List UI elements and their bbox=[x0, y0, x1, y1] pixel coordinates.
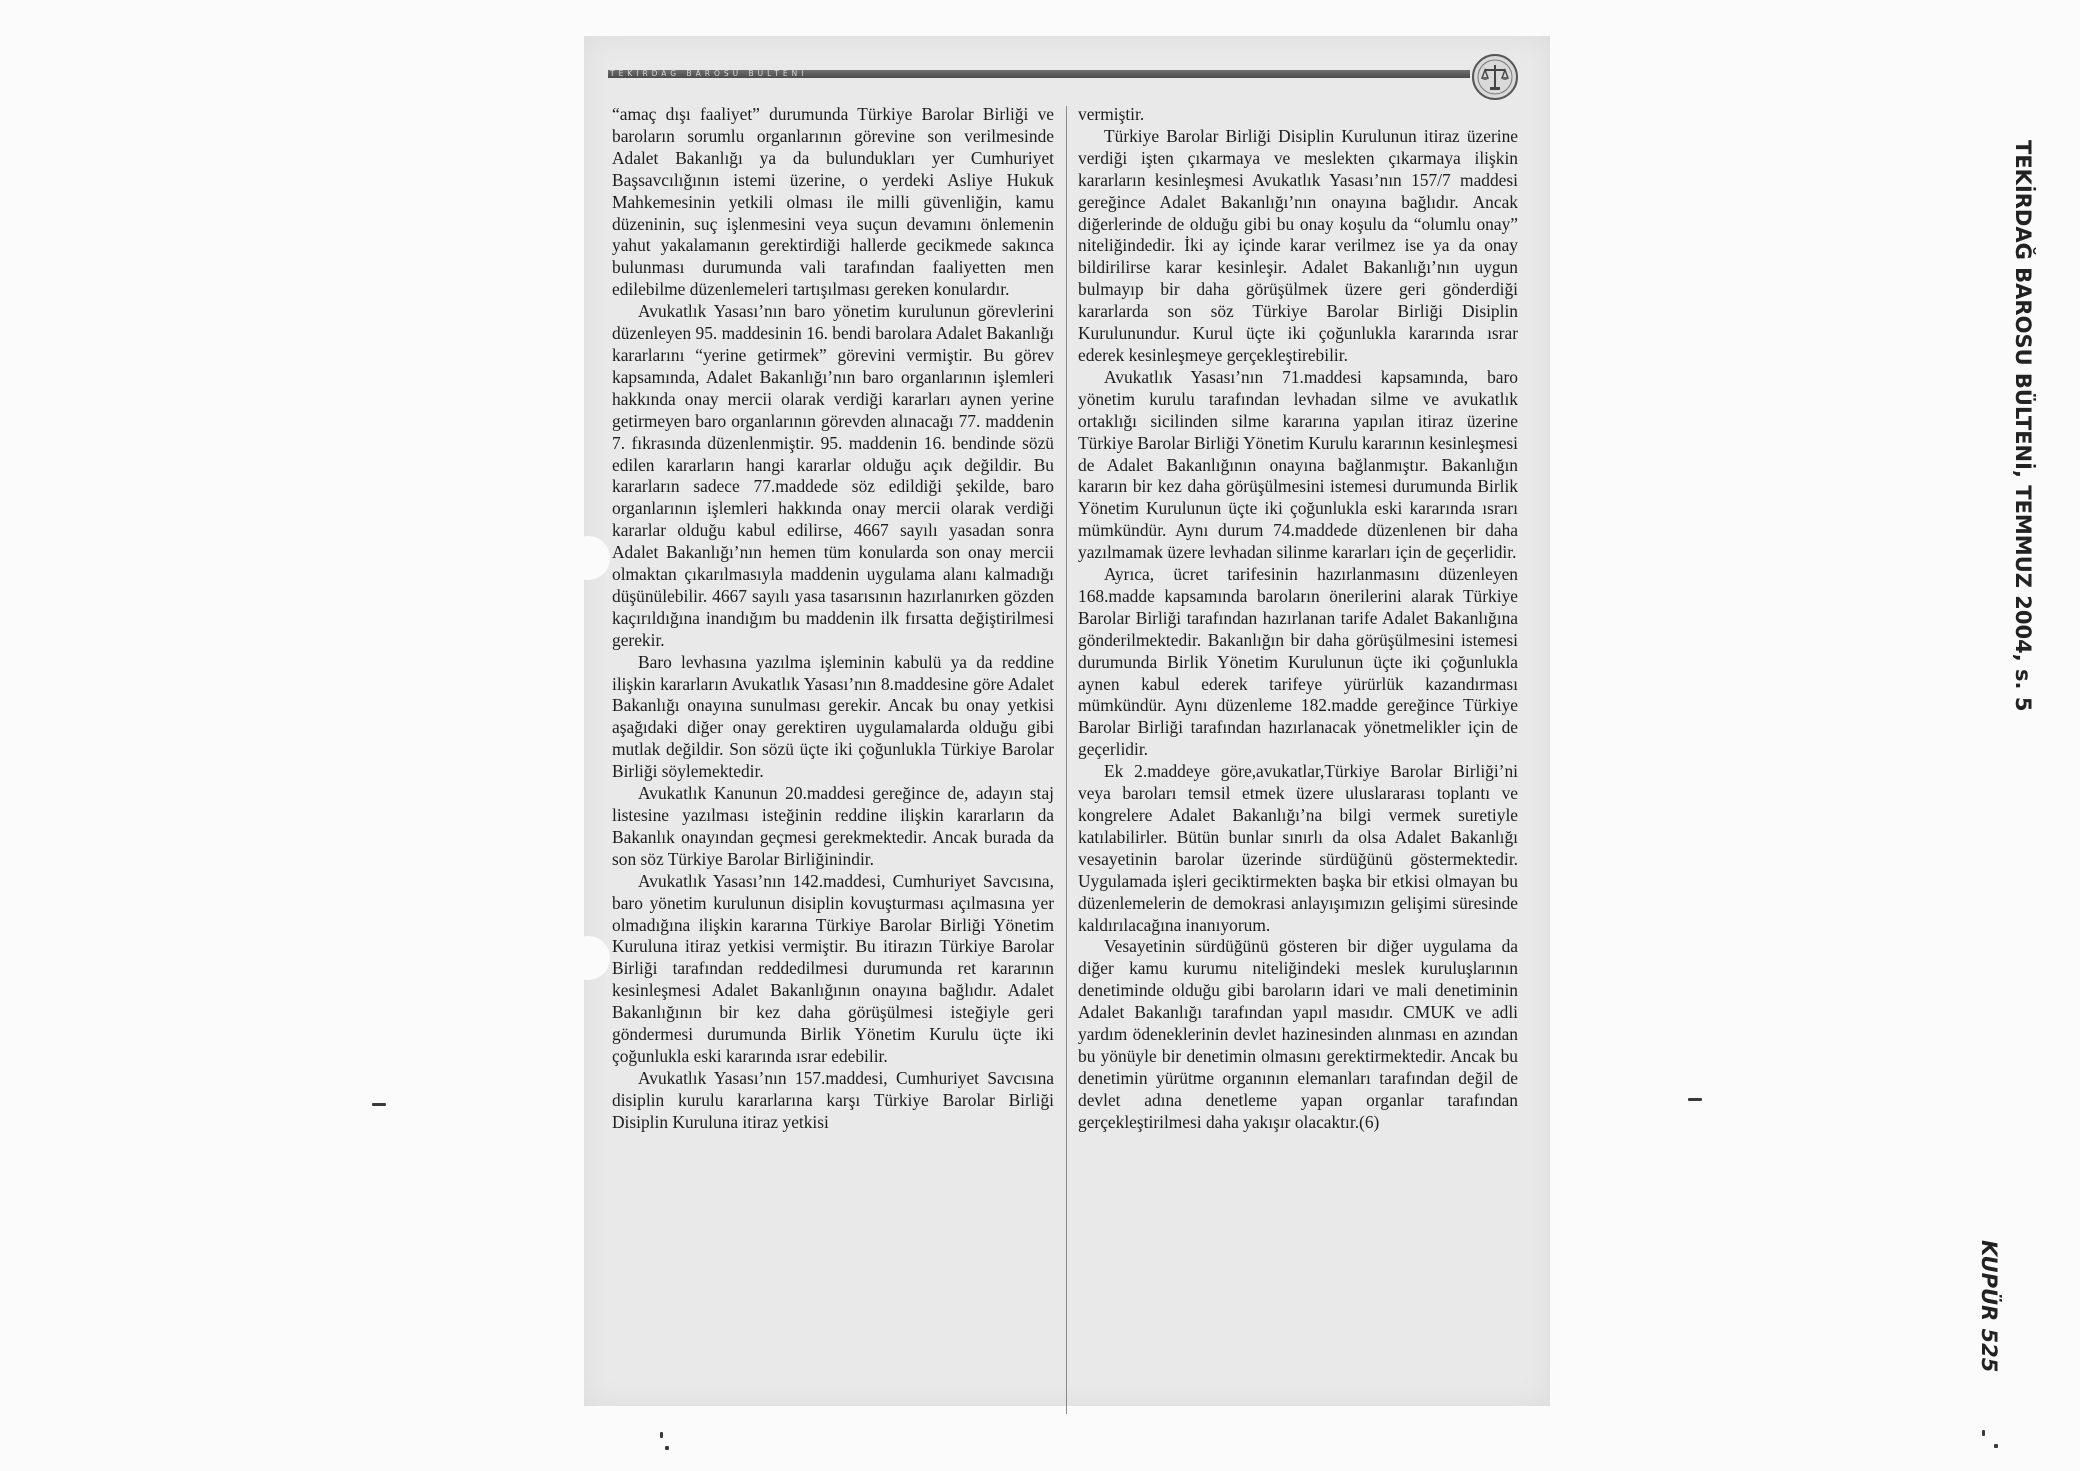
paragraph: Baro levhasına yazılma işleminin kabulü ya da reddine ilişkin kararların Avukatlık Yasası’nın 8.maddesine göre Adalet Bakanlığı onayına sunulması gerekir. Ancak bu onay yetkisi aşağıdaki diğer onay gerektiren uygulamalarda olduğu gibi mutlak değildir. Son sözü üçte iki çoğunlukla Türkiye Barolar Birliği söylemektedir. bbox=[612, 651, 1054, 782]
paragraph: Avukatlık Yasası’nın baro yönetim kurulunun görevlerini düzenleyen 95. maddesinin 16. bendi barolara Adalet Bakanlığı kararlarını “yerine getirmek” görevini vermiştir. Bu görev kapsamında, Adalet Bakanlığı’nın baro organlarının işlemleri hakkında onay mercii olarak verdiği kararları aynen yerine getirmeyen baro organlarının görevden alınacağı 77. maddenin 7. fıkrasında düzenlenmiştir. 95. maddenin 16. bendinde sözü edilen kararların hangi kararlar olduğu açık değildir. Bu kararların sadece 77.maddede söz edildiği şekilde, baro organlarının işlemleri hakkında onay mercii olarak verdiği kararlar olduğu kabul edilirse, 4667 sayılı yasadan sonra Adalet Bakanlığı’nın hemen tüm konularda son onay mercii olmaktan çıkarılmasıyla maddenin uygulama alanı kalmadığı düşünülebilir. 4667 sayılı yasa tasarısının hazırlanırken gözden kaçırıldığına inandığım bu maddenin ilk fırsatta değiştirilmesi gerekir. bbox=[612, 301, 1054, 650]
scan-speck bbox=[1688, 1098, 1702, 1101]
header-band-text: TEKİRDAĞ BAROSU BÜLTENİ bbox=[610, 69, 808, 78]
paragraph: Ayrıca, ücret tarifesinin hazırlanmasını düzenleyen 168.madde kapsamında baroların önerilerini alarak Türkiye Barolar Birliği tarafından hazırlanan tarife Adalet Bakanlığına gönderilmektedir. Bakanlığın bir daha görüşülmesini istemesi durumunda Birlik Yönetim Kurulunun üçte iki çoğunlukla aynen kabul ederek tarifeye yürürlük kazandırması mümkündür. Aynı düzenleme 182.madde gereğince Türkiye Barolar Birliği tarafından hazırlanacak yönetmelikler için de geçerlidir. bbox=[1078, 564, 1518, 760]
paragraph: Avukatlık Yasası’nın 142.maddesi, Cumhuriyet Savcısına, baro yönetim kurulunun disiplin kovuşturması açılmasına yer olmadığına ilişkin kararına Türkiye Barolar Birliği Yönetim Kuruluna itiraz yetkisi vermiştir. Bu itirazın Türkiye Barolar Birliği tarafından reddedilmesi durumunda ret kararının kesinleşmesi Adalet Bakanlığının onayına bağlıdır. Adalet Bakanlığının bir kez daha görüşülmesi isteğiyle geri göndermesi durumunda Birlik Yönetim Kurulu üçte iki çoğunlukla eski kararında ısrar edebilir. bbox=[612, 870, 1054, 1066]
paragraph: Vesayetinin sürdüğünü gösteren bir diğer uygulama da diğer kamu kurumu niteliğindeki meslek kuruluşlarının denetiminde olduğu gibi baroların idari ve mali denetiminin Adalet Bakanlığı tarafından yapıl masıdır. CMUK ve adli yardım ödeneklerinin devlet hazinesinden alınması en azından bu yönüyle bir denetimin olmasını gerektirmektedir. Ancak bu denetimin yürütme organının elemanları tarafından değil de devlet adına denetleme yapan organlar tarafından gerçekleştirilmesi daha yakışır olacaktır.(6) bbox=[1078, 936, 1518, 1132]
paragraph: Avukatlık Yasası’nın 157.maddesi, Cumhuriyet Savcısına disiplin kurulu kararlarına karşı Türkiye Barolar Birliği Disiplin Kuruluna itiraz yetkisi bbox=[612, 1067, 1054, 1132]
side-caption bbox=[1960, 120, 2040, 1373]
scan-speck bbox=[1994, 1444, 1998, 1448]
column-divider bbox=[1066, 106, 1067, 1414]
scales-of-justice-icon bbox=[1470, 52, 1520, 102]
scan-speck bbox=[372, 1103, 386, 1106]
paragraph: Avukatlık Yasası’nın 71.maddesi kapsamında, baro yönetim kurulu tarafından levhadan silme ve avukatlık ortaklığı sicilinden silme kararına yapılan itiraz üzerine Türkiye Barolar Birliği Yönetim Kurulu kararının kesinleşmesi de Adalet Bakanlığının onayına bağlanmıştır. Bakanlığın kararın bir kez daha görüşülmesini istemesi durumunda Birlik Yönetim Kurulunun üçte iki çoğunlukla eski kararında ısrarı mümkündür. Aynı durum 74.maddede düzenlenen bir daha yazılmamak üzere levhadan silinme kararları için de geçerlidir. bbox=[1078, 366, 1518, 563]
paragraph: “amaç dışı faaliyet” durumunda Türkiye Barolar Birliği ve baroların sorumlu organlarının görevine son verilmesinde Adalet Bakanlığı ya da bulundukları yer Cumhuriyet Başsavcılığının istemi üzerine, o yerdeki Asliye Hukuk Mahkemesinin yetkili olması ile milli güvenliğin, kamu düzeninin, suç işlenmesini veya suçun devamını önlemenin yahut yakalamanın gerektirdiği hallerde gecikmede sakınca bulunması durumunda vali tarafından faaliyetten men edilebilme düzenlemeleri tartışılması gereken konulardır. bbox=[612, 104, 1054, 300]
punch-hole bbox=[566, 936, 610, 980]
punch-hole bbox=[566, 536, 610, 580]
scan-speck bbox=[1982, 1430, 1985, 1436]
paragraph: Avukatlık Kanunun 20.maddesi gereğince de, adayın staj listesine yazılması isteğinin reddine ilişkin kararların da Bakanlık onayından geçmesi gerekmektedir. Ancak burada da son söz Türkiye Barolar Birliğinindir. bbox=[612, 783, 1054, 869]
newspaper-clipping bbox=[584, 36, 1550, 1406]
paragraph: Türkiye Barolar Birliği Disiplin Kurulunun itiraz üzerine verdiği işten çıkarmaya ve meslekten çıkarmaya ilişkin kararların kesinleşmesi Avukatlık Yasası’nın 157/7 maddesi gereğince Adalet Bakanlığı’nın onayına bağlıdır. Ancak diğerlerinde de olduğu gibi bu onay koşulu da “olumlu onay” niteliğindedir. İki ay içinde karar verilmez ise ya da onay bildirilirse karar kesinleşir. Adalet Bakanlığı’nın uygun bulmayıp bir daha görüşülmek üzere geri gönderdiği kararlarda son söz Türkiye Barolar Birliği Disiplin Kurulunundur. Kurul üçte iki çoğunlukla kararında ısrar ederek kesinleşmeye gerçekleştirebilir. bbox=[1078, 125, 1518, 365]
article-left-column bbox=[612, 104, 1054, 1424]
article-right-column bbox=[1078, 104, 1518, 1424]
scan-speck bbox=[660, 1432, 663, 1438]
scan-speck bbox=[665, 1446, 669, 1450]
side-caption-clip-number: KUPÜR 525 bbox=[1977, 1240, 2001, 1373]
side-caption-title: TEKİRDAĞ BAROSU BÜLTENİ, TEMMUZ 2004, s. 5 bbox=[2011, 140, 2035, 712]
paragraph: vermiştir. bbox=[1078, 104, 1145, 124]
paragraph: Ek 2.maddeye göre,avukatlar,Türkiye Barolar Birliği’ni veya baroları temsil etmek üzere uluslararası toplantı ve kongrelere Adalet Bakanlığı’na bilgi vermek suretiyle katılabilirler. Bütün bunlar sınırlı da olsa Adalet Bakanlığı vesayetinin barolar üzerinde sürdüğünü göstermektedir. Uygulamada işleri geciktirmekten başka bir etkisi olmayan bu düzenlemelerin de demokrasi anlayışımızın gelişimi süresinde kaldırılacağına inanıyorum. bbox=[1078, 761, 1518, 935]
